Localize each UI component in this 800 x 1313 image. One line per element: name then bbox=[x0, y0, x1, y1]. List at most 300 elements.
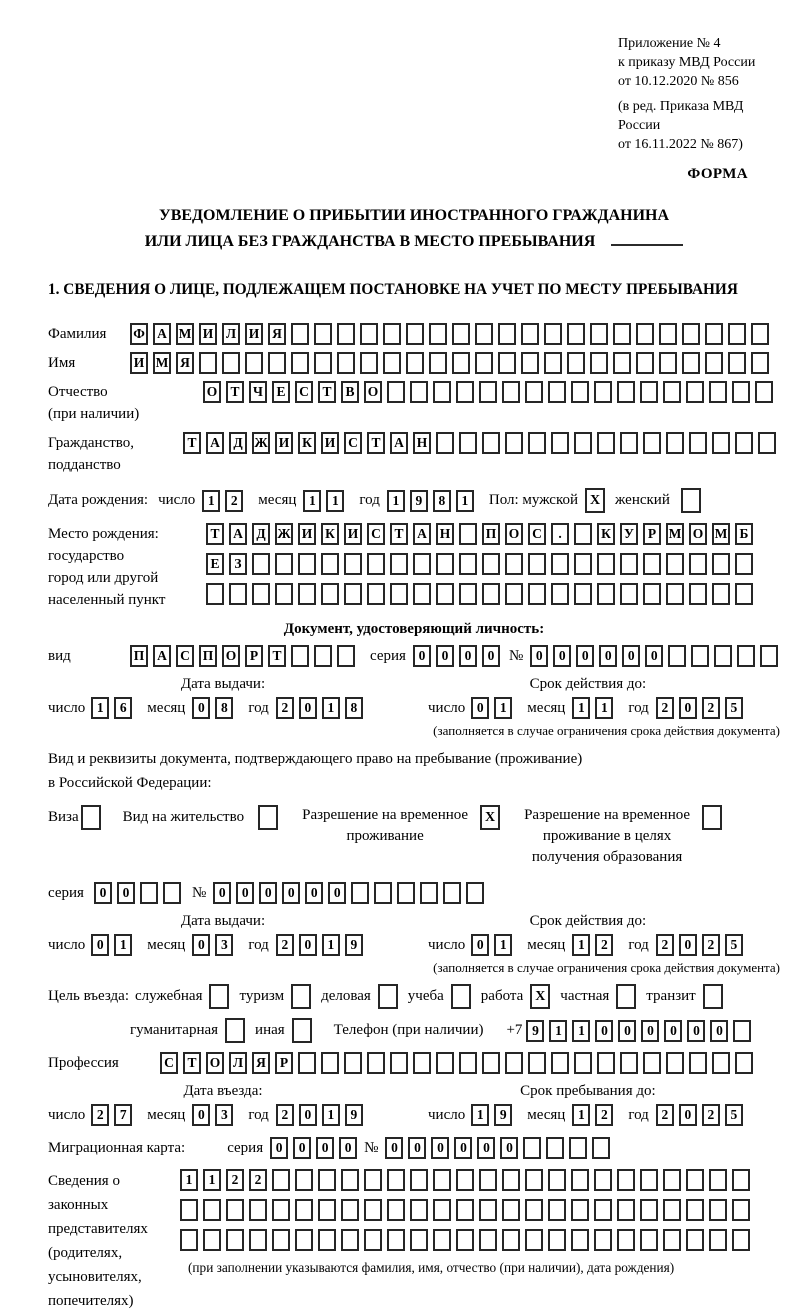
char-cell[interactable]: Б bbox=[735, 523, 753, 545]
char-cell[interactable] bbox=[364, 1199, 382, 1221]
char-cell[interactable]: С bbox=[344, 432, 362, 454]
char-cell[interactable] bbox=[482, 1052, 500, 1074]
char-cell[interactable] bbox=[249, 1229, 267, 1251]
char-cell[interactable]: 0 bbox=[236, 882, 254, 904]
char-cell[interactable] bbox=[387, 1169, 405, 1191]
char-cell[interactable] bbox=[544, 352, 562, 374]
char-cell[interactable] bbox=[548, 1169, 566, 1191]
char-cell[interactable] bbox=[436, 432, 454, 454]
char-cell[interactable] bbox=[636, 323, 654, 345]
char-cell[interactable]: 0 bbox=[117, 882, 135, 904]
char-cell[interactable] bbox=[613, 323, 631, 345]
char-cell[interactable] bbox=[709, 381, 727, 403]
purpose-study-checkbox[interactable] bbox=[451, 984, 471, 1009]
char-cell[interactable] bbox=[640, 381, 658, 403]
char-cell[interactable] bbox=[548, 1229, 566, 1251]
char-cell[interactable]: 0 bbox=[94, 882, 112, 904]
char-cell[interactable] bbox=[482, 432, 500, 454]
char-cell[interactable] bbox=[452, 323, 470, 345]
char-cell[interactable]: 2 bbox=[656, 697, 674, 719]
char-cell[interactable]: О bbox=[203, 381, 221, 403]
char-cell[interactable]: 0 bbox=[91, 934, 109, 956]
char-cell[interactable] bbox=[433, 1229, 451, 1251]
char-cell[interactable]: 1 bbox=[322, 934, 340, 956]
char-cell[interactable]: 0 bbox=[299, 934, 317, 956]
char-cell[interactable]: Ж bbox=[252, 432, 270, 454]
char-cell[interactable] bbox=[314, 323, 332, 345]
char-cell[interactable] bbox=[590, 352, 608, 374]
char-cell[interactable] bbox=[689, 1052, 707, 1074]
char-cell[interactable]: Л bbox=[229, 1052, 247, 1074]
char-cell[interactable] bbox=[686, 1229, 704, 1251]
char-cell[interactable] bbox=[760, 645, 778, 667]
char-cell[interactable] bbox=[351, 882, 369, 904]
char-cell[interactable]: З bbox=[229, 553, 247, 575]
char-cell[interactable]: О bbox=[206, 1052, 224, 1074]
char-cell[interactable] bbox=[482, 583, 500, 605]
char-cell[interactable] bbox=[406, 323, 424, 345]
char-cell[interactable]: А bbox=[413, 523, 431, 545]
char-cell[interactable] bbox=[222, 352, 240, 374]
char-cell[interactable] bbox=[337, 645, 355, 667]
char-cell[interactable] bbox=[272, 1169, 290, 1191]
char-cell[interactable] bbox=[643, 553, 661, 575]
char-cell[interactable] bbox=[413, 1052, 431, 1074]
char-cell[interactable] bbox=[643, 583, 661, 605]
char-cell[interactable]: 1 bbox=[572, 934, 590, 956]
char-cell[interactable] bbox=[732, 1169, 750, 1191]
char-cell[interactable] bbox=[689, 432, 707, 454]
char-cell[interactable]: А bbox=[206, 432, 224, 454]
char-cell[interactable]: 0 bbox=[282, 882, 300, 904]
char-cell[interactable] bbox=[502, 1169, 520, 1191]
char-cell[interactable]: 1 bbox=[572, 1104, 590, 1126]
char-cell[interactable] bbox=[321, 583, 339, 605]
char-cell[interactable] bbox=[574, 583, 592, 605]
char-cell[interactable]: 0 bbox=[270, 1137, 288, 1159]
char-cell[interactable]: Н bbox=[413, 432, 431, 454]
char-cell[interactable]: 0 bbox=[328, 882, 346, 904]
char-cell[interactable]: 8 bbox=[433, 490, 451, 512]
char-cell[interactable] bbox=[272, 1199, 290, 1221]
char-cell[interactable]: Л bbox=[222, 323, 240, 345]
char-cell[interactable] bbox=[502, 1229, 520, 1251]
char-cell[interactable] bbox=[525, 1199, 543, 1221]
char-cell[interactable]: 2 bbox=[702, 934, 720, 956]
char-cell[interactable] bbox=[728, 323, 746, 345]
char-cell[interactable]: Т bbox=[226, 381, 244, 403]
char-cell[interactable] bbox=[620, 432, 638, 454]
char-cell[interactable]: 1 bbox=[572, 1020, 590, 1042]
char-cell[interactable]: 5 bbox=[725, 1104, 743, 1126]
char-cell[interactable]: 1 bbox=[471, 1104, 489, 1126]
char-cell[interactable] bbox=[525, 1229, 543, 1251]
char-cell[interactable] bbox=[613, 352, 631, 374]
char-cell[interactable] bbox=[252, 583, 270, 605]
char-cell[interactable] bbox=[571, 1199, 589, 1221]
char-cell[interactable]: 0 bbox=[679, 934, 697, 956]
char-cell[interactable] bbox=[735, 583, 753, 605]
purpose-tourism-checkbox[interactable] bbox=[291, 984, 311, 1009]
char-cell[interactable] bbox=[180, 1229, 198, 1251]
char-cell[interactable]: И bbox=[199, 323, 217, 345]
char-cell[interactable] bbox=[318, 1199, 336, 1221]
char-cell[interactable] bbox=[551, 1052, 569, 1074]
char-cell[interactable] bbox=[245, 352, 263, 374]
char-cell[interactable]: 1 bbox=[494, 697, 512, 719]
char-cell[interactable] bbox=[387, 1199, 405, 1221]
char-cell[interactable] bbox=[714, 645, 732, 667]
char-cell[interactable]: 0 bbox=[500, 1137, 518, 1159]
char-cell[interactable]: У bbox=[620, 523, 638, 545]
char-cell[interactable] bbox=[268, 352, 286, 374]
char-cell[interactable]: 0 bbox=[436, 645, 454, 667]
char-cell[interactable] bbox=[521, 352, 539, 374]
char-cell[interactable]: К bbox=[321, 523, 339, 545]
char-cell[interactable] bbox=[528, 553, 546, 575]
char-cell[interactable]: 0 bbox=[679, 1104, 697, 1126]
char-cell[interactable]: Ж bbox=[275, 523, 293, 545]
char-cell[interactable] bbox=[291, 352, 309, 374]
char-cell[interactable] bbox=[314, 645, 332, 667]
char-cell[interactable] bbox=[640, 1199, 658, 1221]
temp-residence-checkbox[interactable]: X bbox=[480, 805, 500, 830]
char-cell[interactable]: И bbox=[130, 352, 148, 374]
char-cell[interactable]: 7 bbox=[114, 1104, 132, 1126]
purpose-work-checkbox[interactable]: X bbox=[530, 984, 550, 1009]
char-cell[interactable]: 2 bbox=[656, 1104, 674, 1126]
char-cell[interactable] bbox=[344, 583, 362, 605]
char-cell[interactable]: Е bbox=[206, 553, 224, 575]
char-cell[interactable] bbox=[291, 645, 309, 667]
char-cell[interactable] bbox=[663, 1169, 681, 1191]
char-cell[interactable] bbox=[709, 1229, 727, 1251]
char-cell[interactable]: 2 bbox=[656, 934, 674, 956]
char-cell[interactable] bbox=[689, 583, 707, 605]
char-cell[interactable] bbox=[659, 352, 677, 374]
char-cell[interactable] bbox=[341, 1199, 359, 1221]
char-cell[interactable] bbox=[709, 1199, 727, 1221]
char-cell[interactable] bbox=[443, 882, 461, 904]
char-cell[interactable]: 0 bbox=[618, 1020, 636, 1042]
char-cell[interactable] bbox=[709, 1169, 727, 1191]
char-cell[interactable] bbox=[597, 553, 615, 575]
char-cell[interactable]: Я bbox=[176, 352, 194, 374]
char-cell[interactable] bbox=[397, 882, 415, 904]
char-cell[interactable] bbox=[551, 432, 569, 454]
char-cell[interactable]: 0 bbox=[710, 1020, 728, 1042]
char-cell[interactable]: Р bbox=[245, 645, 263, 667]
char-cell[interactable] bbox=[732, 381, 750, 403]
char-cell[interactable] bbox=[367, 583, 385, 605]
char-cell[interactable]: 0 bbox=[431, 1137, 449, 1159]
char-cell[interactable]: 3 bbox=[215, 1104, 233, 1126]
char-cell[interactable]: О bbox=[689, 523, 707, 545]
char-cell[interactable] bbox=[735, 553, 753, 575]
char-cell[interactable] bbox=[505, 553, 523, 575]
char-cell[interactable]: Т bbox=[183, 1052, 201, 1074]
char-cell[interactable]: 2 bbox=[595, 1104, 613, 1126]
char-cell[interactable] bbox=[567, 352, 585, 374]
char-cell[interactable] bbox=[387, 381, 405, 403]
char-cell[interactable] bbox=[597, 583, 615, 605]
char-cell[interactable] bbox=[229, 583, 247, 605]
char-cell[interactable]: 0 bbox=[339, 1137, 357, 1159]
char-cell[interactable] bbox=[275, 553, 293, 575]
char-cell[interactable] bbox=[203, 1229, 221, 1251]
char-cell[interactable] bbox=[728, 352, 746, 374]
char-cell[interactable]: В bbox=[341, 381, 359, 403]
char-cell[interactable] bbox=[344, 1052, 362, 1074]
purpose-private-checkbox[interactable] bbox=[616, 984, 636, 1009]
char-cell[interactable] bbox=[374, 882, 392, 904]
char-cell[interactable] bbox=[686, 381, 704, 403]
char-cell[interactable]: 1 bbox=[549, 1020, 567, 1042]
char-cell[interactable]: 0 bbox=[645, 645, 663, 667]
char-cell[interactable]: 5 bbox=[725, 934, 743, 956]
char-cell[interactable] bbox=[390, 553, 408, 575]
char-cell[interactable] bbox=[452, 352, 470, 374]
char-cell[interactable] bbox=[321, 1052, 339, 1074]
char-cell[interactable] bbox=[712, 1052, 730, 1074]
char-cell[interactable]: 9 bbox=[410, 490, 428, 512]
char-cell[interactable]: П bbox=[482, 523, 500, 545]
char-cell[interactable]: 1 bbox=[91, 697, 109, 719]
char-cell[interactable] bbox=[429, 323, 447, 345]
char-cell[interactable]: 9 bbox=[526, 1020, 544, 1042]
char-cell[interactable]: 0 bbox=[454, 1137, 472, 1159]
char-cell[interactable] bbox=[291, 323, 309, 345]
char-cell[interactable]: 0 bbox=[664, 1020, 682, 1042]
char-cell[interactable]: И bbox=[245, 323, 263, 345]
char-cell[interactable] bbox=[364, 1169, 382, 1191]
char-cell[interactable] bbox=[479, 381, 497, 403]
char-cell[interactable] bbox=[410, 1169, 428, 1191]
char-cell[interactable] bbox=[620, 583, 638, 605]
char-cell[interactable] bbox=[383, 352, 401, 374]
char-cell[interactable] bbox=[735, 1052, 753, 1074]
temp-residence-education-checkbox[interactable] bbox=[702, 805, 722, 830]
char-cell[interactable]: 2 bbox=[702, 1104, 720, 1126]
char-cell[interactable]: 1 bbox=[202, 490, 220, 512]
char-cell[interactable] bbox=[459, 1052, 477, 1074]
char-cell[interactable] bbox=[199, 352, 217, 374]
char-cell[interactable]: С bbox=[367, 523, 385, 545]
char-cell[interactable]: И bbox=[275, 432, 293, 454]
char-cell[interactable] bbox=[640, 1229, 658, 1251]
char-cell[interactable]: 0 bbox=[259, 882, 277, 904]
char-cell[interactable]: 0 bbox=[299, 1104, 317, 1126]
char-cell[interactable]: 0 bbox=[213, 882, 231, 904]
char-cell[interactable] bbox=[479, 1229, 497, 1251]
char-cell[interactable] bbox=[735, 432, 753, 454]
char-cell[interactable]: 0 bbox=[622, 645, 640, 667]
sex-female-checkbox[interactable] bbox=[681, 488, 701, 513]
char-cell[interactable] bbox=[298, 583, 316, 605]
char-cell[interactable]: 2 bbox=[225, 490, 243, 512]
char-cell[interactable]: С bbox=[160, 1052, 178, 1074]
char-cell[interactable] bbox=[686, 1169, 704, 1191]
residence-permit-checkbox[interactable] bbox=[258, 805, 278, 830]
char-cell[interactable]: 0 bbox=[316, 1137, 334, 1159]
char-cell[interactable]: 2 bbox=[91, 1104, 109, 1126]
char-cell[interactable] bbox=[617, 381, 635, 403]
char-cell[interactable]: Н bbox=[436, 523, 454, 545]
char-cell[interactable] bbox=[663, 381, 681, 403]
char-cell[interactable]: О bbox=[222, 645, 240, 667]
char-cell[interactable]: 0 bbox=[482, 645, 500, 667]
char-cell[interactable]: М bbox=[153, 352, 171, 374]
char-cell[interactable]: Д bbox=[252, 523, 270, 545]
char-cell[interactable] bbox=[410, 381, 428, 403]
char-cell[interactable] bbox=[574, 553, 592, 575]
char-cell[interactable] bbox=[617, 1169, 635, 1191]
char-cell[interactable] bbox=[272, 1229, 290, 1251]
char-cell[interactable]: 9 bbox=[345, 934, 363, 956]
char-cell[interactable] bbox=[528, 583, 546, 605]
char-cell[interactable]: 0 bbox=[192, 934, 210, 956]
char-cell[interactable] bbox=[226, 1229, 244, 1251]
char-cell[interactable]: 2 bbox=[276, 697, 294, 719]
char-cell[interactable] bbox=[691, 645, 709, 667]
char-cell[interactable]: Т bbox=[268, 645, 286, 667]
char-cell[interactable] bbox=[574, 523, 592, 545]
char-cell[interactable]: А bbox=[229, 523, 247, 545]
char-cell[interactable]: 0 bbox=[687, 1020, 705, 1042]
char-cell[interactable]: И bbox=[344, 523, 362, 545]
char-cell[interactable]: О bbox=[505, 523, 523, 545]
char-cell[interactable]: 0 bbox=[459, 645, 477, 667]
char-cell[interactable] bbox=[314, 352, 332, 374]
char-cell[interactable] bbox=[456, 1169, 474, 1191]
char-cell[interactable] bbox=[594, 1169, 612, 1191]
char-cell[interactable] bbox=[341, 1169, 359, 1191]
char-cell[interactable] bbox=[203, 1199, 221, 1221]
char-cell[interactable] bbox=[502, 1199, 520, 1221]
char-cell[interactable]: М bbox=[712, 523, 730, 545]
char-cell[interactable] bbox=[498, 323, 516, 345]
purpose-official-checkbox[interactable] bbox=[209, 984, 229, 1009]
purpose-transit-checkbox[interactable] bbox=[703, 984, 723, 1009]
char-cell[interactable] bbox=[479, 1169, 497, 1191]
char-cell[interactable] bbox=[574, 432, 592, 454]
char-cell[interactable]: Е bbox=[272, 381, 290, 403]
char-cell[interactable]: 0 bbox=[385, 1137, 403, 1159]
char-cell[interactable] bbox=[420, 882, 438, 904]
char-cell[interactable]: И bbox=[321, 432, 339, 454]
char-cell[interactable] bbox=[666, 553, 684, 575]
char-cell[interactable] bbox=[751, 352, 769, 374]
char-cell[interactable] bbox=[180, 1199, 198, 1221]
char-cell[interactable] bbox=[590, 323, 608, 345]
char-cell[interactable] bbox=[318, 1169, 336, 1191]
char-cell[interactable] bbox=[337, 352, 355, 374]
char-cell[interactable] bbox=[733, 1020, 751, 1042]
char-cell[interactable]: 1 bbox=[572, 697, 590, 719]
char-cell[interactable] bbox=[668, 645, 686, 667]
sex-male-checkbox[interactable]: X bbox=[585, 488, 605, 513]
char-cell[interactable] bbox=[226, 1199, 244, 1221]
char-cell[interactable] bbox=[295, 1229, 313, 1251]
char-cell[interactable]: Т bbox=[318, 381, 336, 403]
char-cell[interactable] bbox=[475, 352, 493, 374]
char-cell[interactable]: 9 bbox=[345, 1104, 363, 1126]
char-cell[interactable] bbox=[479, 1199, 497, 1221]
char-cell[interactable]: Т bbox=[390, 523, 408, 545]
char-cell[interactable] bbox=[569, 1137, 587, 1159]
char-cell[interactable]: 2 bbox=[249, 1169, 267, 1191]
char-cell[interactable] bbox=[737, 645, 755, 667]
char-cell[interactable]: П bbox=[199, 645, 217, 667]
char-cell[interactable] bbox=[344, 553, 362, 575]
char-cell[interactable] bbox=[666, 583, 684, 605]
char-cell[interactable]: 1 bbox=[326, 490, 344, 512]
char-cell[interactable] bbox=[459, 432, 477, 454]
char-cell[interactable]: 1 bbox=[322, 697, 340, 719]
char-cell[interactable]: 1 bbox=[303, 490, 321, 512]
char-cell[interactable] bbox=[433, 381, 451, 403]
char-cell[interactable] bbox=[140, 882, 158, 904]
char-cell[interactable]: 6 bbox=[114, 697, 132, 719]
char-cell[interactable] bbox=[640, 1169, 658, 1191]
char-cell[interactable] bbox=[548, 381, 566, 403]
char-cell[interactable]: 0 bbox=[413, 645, 431, 667]
char-cell[interactable] bbox=[636, 352, 654, 374]
char-cell[interactable]: И bbox=[298, 523, 316, 545]
char-cell[interactable]: 0 bbox=[299, 697, 317, 719]
char-cell[interactable] bbox=[551, 583, 569, 605]
purpose-humanitarian-checkbox[interactable] bbox=[225, 1018, 245, 1043]
char-cell[interactable] bbox=[571, 1169, 589, 1191]
char-cell[interactable]: 0 bbox=[641, 1020, 659, 1042]
char-cell[interactable] bbox=[275, 583, 293, 605]
char-cell[interactable] bbox=[364, 1229, 382, 1251]
char-cell[interactable] bbox=[436, 553, 454, 575]
char-cell[interactable] bbox=[682, 323, 700, 345]
char-cell[interactable]: 5 bbox=[725, 697, 743, 719]
char-cell[interactable]: Т bbox=[367, 432, 385, 454]
char-cell[interactable]: 1 bbox=[595, 697, 613, 719]
char-cell[interactable] bbox=[341, 1229, 359, 1251]
char-cell[interactable] bbox=[390, 1052, 408, 1074]
char-cell[interactable] bbox=[567, 323, 585, 345]
char-cell[interactable]: К bbox=[597, 523, 615, 545]
char-cell[interactable]: 0 bbox=[477, 1137, 495, 1159]
char-cell[interactable] bbox=[712, 432, 730, 454]
char-cell[interactable] bbox=[574, 1052, 592, 1074]
char-cell[interactable] bbox=[163, 882, 181, 904]
char-cell[interactable]: 0 bbox=[192, 1104, 210, 1126]
char-cell[interactable] bbox=[666, 1052, 684, 1074]
char-cell[interactable]: 2 bbox=[702, 697, 720, 719]
char-cell[interactable] bbox=[521, 323, 539, 345]
char-cell[interactable] bbox=[620, 553, 638, 575]
char-cell[interactable] bbox=[689, 553, 707, 575]
char-cell[interactable] bbox=[525, 381, 543, 403]
char-cell[interactable]: Д bbox=[229, 432, 247, 454]
char-cell[interactable] bbox=[298, 553, 316, 575]
char-cell[interactable]: 3 bbox=[215, 934, 233, 956]
char-cell[interactable] bbox=[528, 1052, 546, 1074]
char-cell[interactable]: Р bbox=[275, 1052, 293, 1074]
char-cell[interactable]: А bbox=[390, 432, 408, 454]
char-cell[interactable]: 2 bbox=[276, 1104, 294, 1126]
char-cell[interactable]: 1 bbox=[180, 1169, 198, 1191]
char-cell[interactable] bbox=[528, 432, 546, 454]
char-cell[interactable] bbox=[436, 583, 454, 605]
char-cell[interactable] bbox=[712, 583, 730, 605]
char-cell[interactable] bbox=[682, 352, 700, 374]
